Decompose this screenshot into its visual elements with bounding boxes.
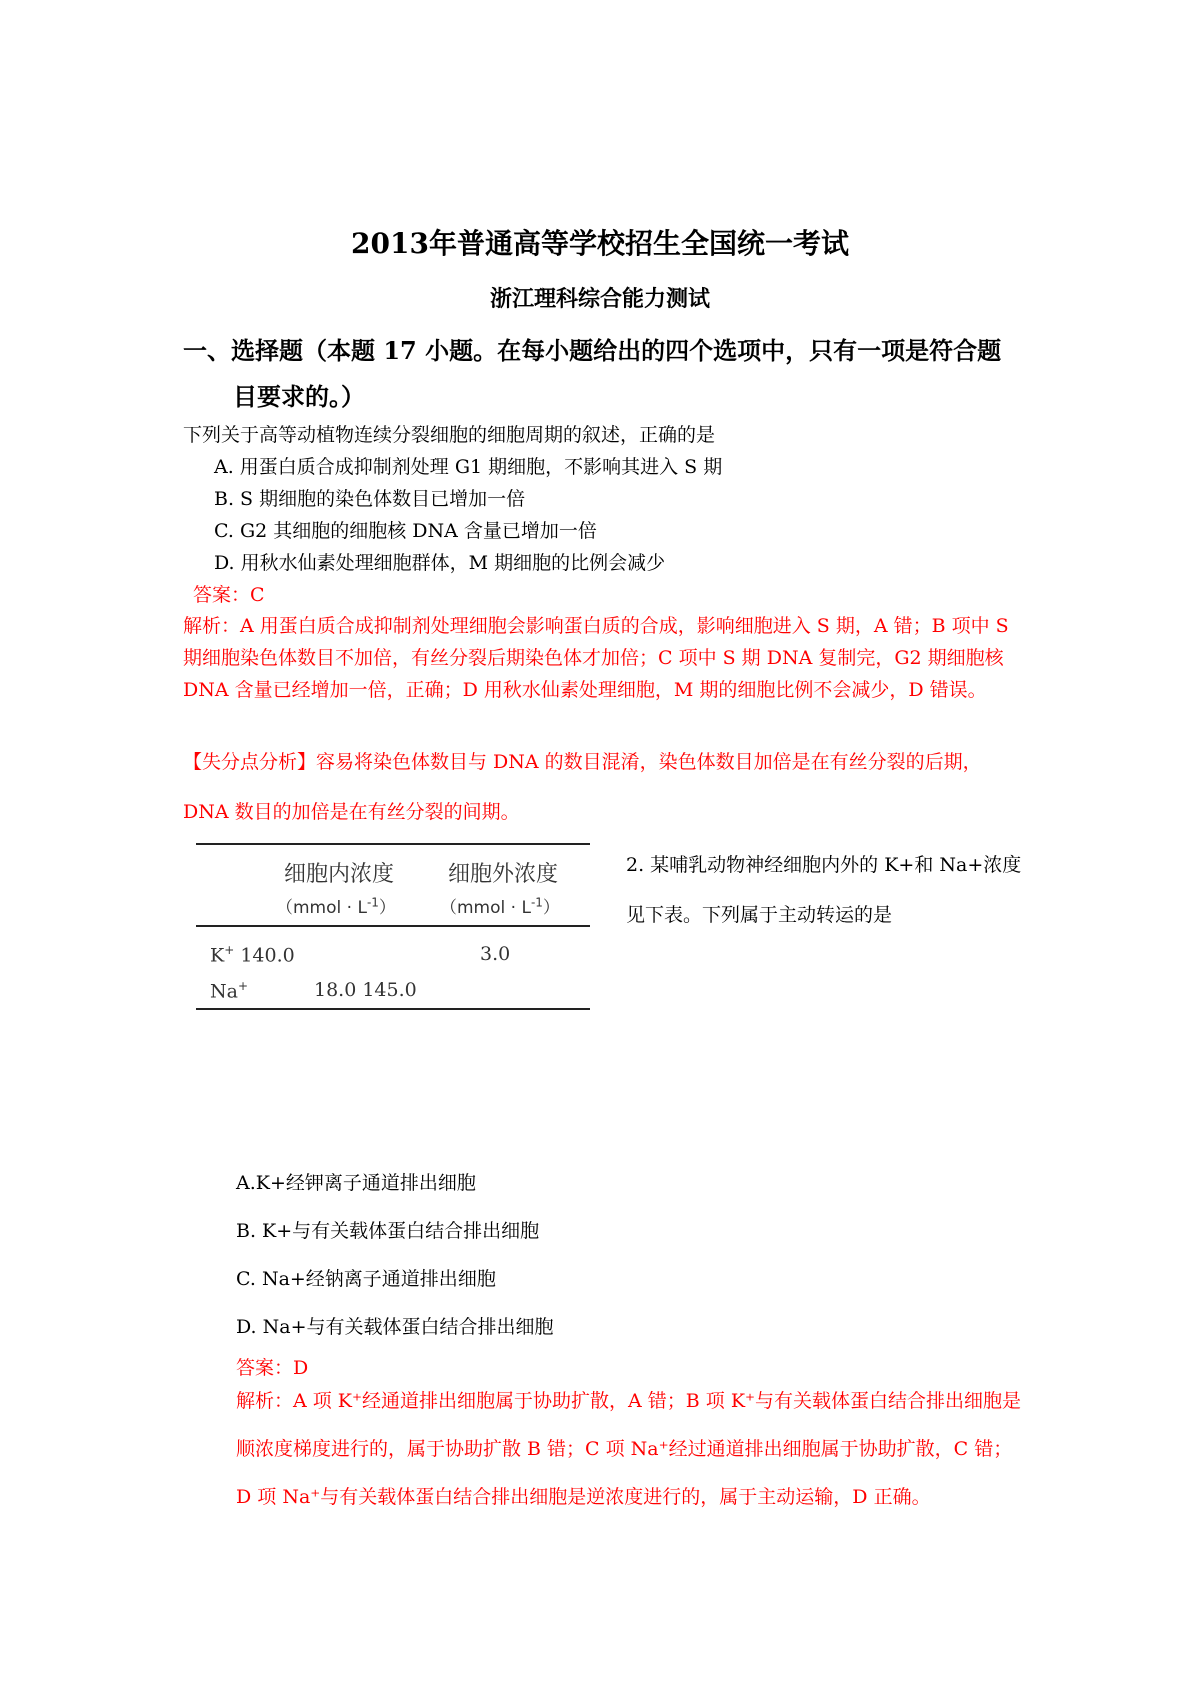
exam-subtitle: 浙江理科综合能力测试: [489, 286, 710, 312]
table-row-na-values: 18.0 145.0: [314, 979, 417, 1001]
table-header-outside: 细胞外浓度: [448, 862, 559, 887]
q2-option-b: B. K+与有关载体蛋白结合排出细胞: [236, 1220, 540, 1242]
ion-concentration-table: [196, 843, 590, 1010]
q1-answer: 答案：C: [193, 584, 265, 606]
q1-option-d: D. 用秋水仙素处理细胞群体，M 期细胞的比例会减少: [214, 552, 666, 574]
q1-option-a: A. 用蛋白质合成抑制剂处理 G1 期细胞，不影响其进入 S 期: [214, 456, 723, 478]
section-heading-line2: 目要求的。）: [233, 382, 365, 411]
table-unit-inside: （mmol · $L^{-1}$）: [276, 895, 396, 918]
table-row-k: K+ 140.0: [210, 943, 295, 967]
q1-analysis: 解析：A 用蛋白质合成抑制剂处理细胞会影响蛋白质的合成，影响细胞进入 S 期，A 错；B 项中 S 期细胞染色体数目不加倍，有丝分裂后期染色体才加倍；C 项中 S 期 DNA 复制完，G2 期细胞核 DNA 含量已经增加一倍，正确；D 用秋水仙素处理细胞，M 期的细胞比例不会减少，D 错误。: [183, 615, 1009, 701]
q2-option-c: C. Na+经钠离子通道排出细胞: [236, 1268, 496, 1290]
q2-stem: 2. 某哺乳动物神经细胞内外的 K+和 Na+浓度见下表。下列属于主动转运的是: [626, 854, 1022, 926]
table-header-inside: 细胞内浓度: [284, 862, 395, 887]
q1-stem: 下列关于高等动植物连续分裂细胞的细胞周期的叙述，正确的是: [183, 424, 716, 446]
q2-option-d: D. Na+与有关载体蛋白结合排出细胞: [236, 1316, 554, 1338]
section-heading: [183, 328, 1023, 420]
q1-option-b: B. S 期细胞的染色体数目已增加一倍: [214, 488, 526, 510]
section-heading-line1: 一、选择题（本题 17 小题。在每小题给出的四个选项中，只有一项是符合题: [183, 336, 1002, 365]
q2-analysis: 解析：A 项 K⁺经通道排出细胞属于协助扩散，A 错；B 项 K⁺与有关载体蛋白结合排出细胞是顺浓度梯度进行的，属于协助扩散 B 错；C 项 Na⁺经过通道排出细胞属于协助扩散，C 错；D 项 Na⁺与有关载体蛋白结合排出细胞是逆浓度进行的，属于主动运输，D 正确。: [236, 1390, 1022, 1508]
table-bottom-rule: [196, 1008, 590, 1010]
table-unit-outside: （mmol · $L^{-1}$）: [440, 895, 560, 918]
q1-option-c: C. G2 其细胞的细胞核 DNA 含量已增加一倍: [214, 520, 597, 542]
q1-lost-points: 【失分点分析】容易将染色体数目与 DNA 的数目混淆，染色体数目加倍是在有丝分裂的后期，DNA 数目的加倍是在有丝分裂的间期。: [183, 751, 982, 823]
q2-option-a: A.K+经钾离子通道排出细胞: [236, 1172, 476, 1194]
table-row-k-outside: 3.0: [480, 943, 511, 965]
table-header-rule: [196, 925, 590, 927]
table-row-na: Na+: [210, 979, 249, 1003]
q2-answer: 答案：D: [236, 1357, 309, 1379]
table-top-rule: [196, 843, 590, 845]
exam-title: 2013年普通高等学校招生全国统一考试: [351, 227, 849, 260]
